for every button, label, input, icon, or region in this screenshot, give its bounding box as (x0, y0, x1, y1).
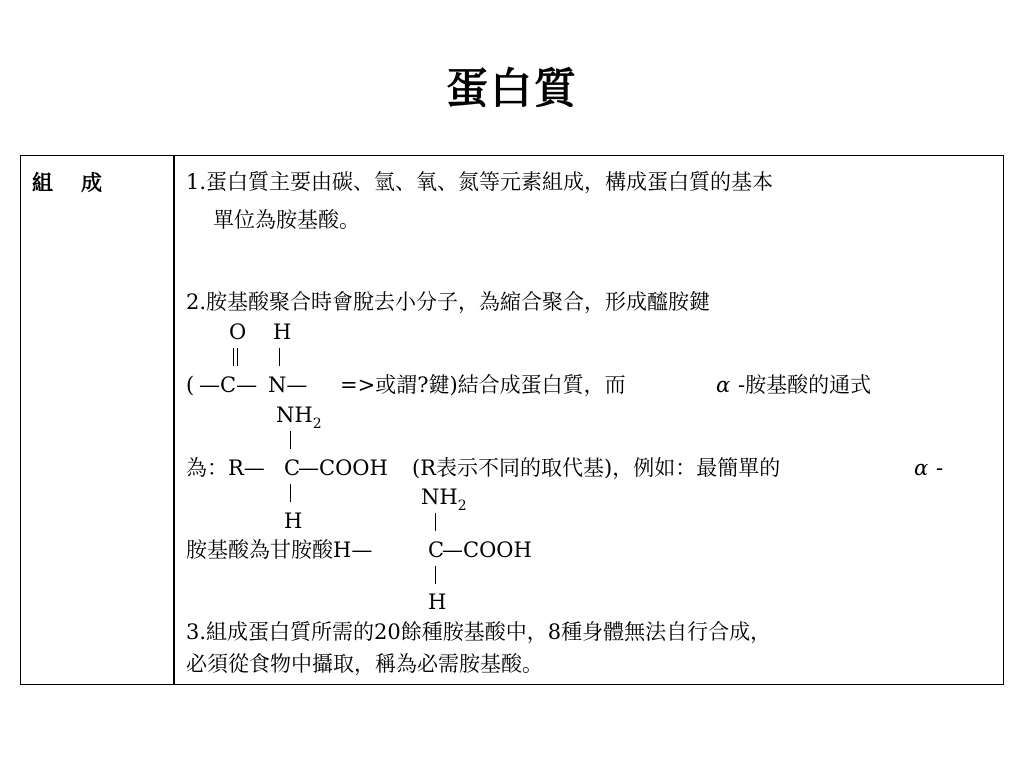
amino-group-general (276, 403, 322, 432)
paragraph-1-line-1: 1.蛋白質主要由碳、氫、氧、氮等元素組成，構成蛋白質的基本 (186, 170, 774, 194)
paragraph-3-line-2: 必須從食物中攝取，稱為必需胺基酸。 (186, 652, 543, 676)
general-formula-carboxyl: —COOH (298, 456, 388, 480)
bond-glycine-down (435, 566, 436, 584)
alpha-symbol-2: α (914, 456, 929, 480)
general-formula-carbon: C (284, 456, 301, 480)
paragraph-2-line-2-rest: =>或謂?鍵)結合成蛋白質，而 (340, 373, 626, 397)
row-label-part-b: 成 (81, 170, 102, 195)
paragraph-2-line-2-paren: ( (186, 373, 195, 397)
bond-alpha-carbon-down (290, 484, 291, 502)
peptide-carbon: —C— (199, 373, 258, 397)
row-label-part-a: 組 (32, 170, 53, 195)
general-formula-note: (R表示不同的取代基)，例如：最簡單的 (412, 456, 781, 480)
bond-glycine-up (435, 513, 436, 531)
general-formula-prefix: 為：R— (186, 456, 265, 480)
amino-group-glycine (421, 485, 467, 514)
bond-alpha-carbon-up (290, 431, 291, 449)
glycine-carboxyl: —COOH (442, 538, 532, 562)
page-title: 蛋白質 (445, 64, 578, 113)
glycine-prefix: 胺基酸為甘胺酸H— (186, 538, 373, 562)
double-bond-right (237, 348, 238, 366)
glycine-hydrogen: H (428, 590, 447, 614)
amino-group-general-subscript: 2 (312, 416, 322, 432)
single-bond-nh (279, 348, 280, 366)
glycine-carbon: C (428, 538, 445, 562)
amino-group-general-nh: NH (276, 403, 313, 427)
peptide-oxygen: O (229, 320, 247, 344)
general-formula-tail: - (936, 456, 944, 480)
alpha-symbol-1: α (716, 373, 731, 397)
amino-group-glycine-subscript: 2 (457, 498, 467, 514)
paragraph-1-line-2: 單位為胺基酸。 (213, 208, 360, 232)
paragraph-3-line-1: 3.組成蛋白質所需的20餘種胺基酸中，8種身體無法自行合成， (186, 620, 772, 644)
paragraph-2-line-2-tail: -胺基酸的通式 (738, 373, 872, 397)
peptide-hydrogen: H (273, 320, 292, 344)
amino-group-glycine-nh: NH (421, 485, 458, 509)
paragraph-2-line-1: 2.胺基酸聚合時會脫去小分子，為縮合聚合，形成醯胺鍵 (186, 290, 711, 314)
peptide-nitrogen: N— (268, 373, 308, 397)
general-formula-hydrogen: H (284, 509, 303, 533)
double-bond-left (233, 348, 234, 366)
